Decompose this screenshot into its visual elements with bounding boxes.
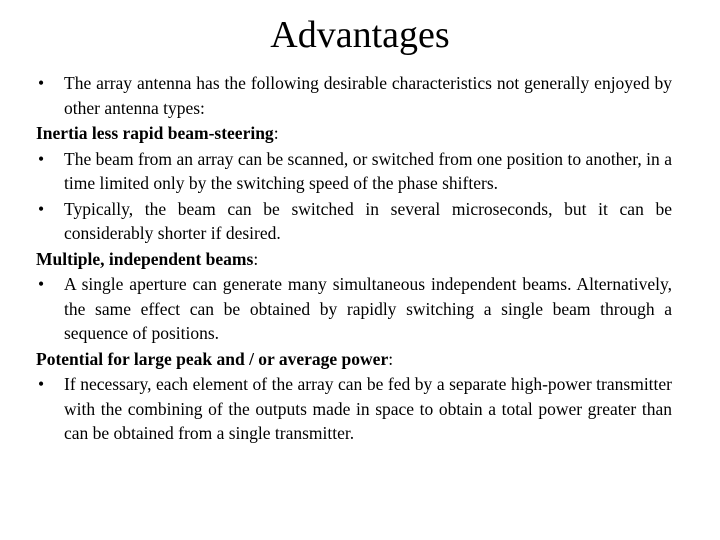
slide-body — [36, 70, 672, 447]
bullet-icon: • — [38, 198, 45, 219]
bullet-icon: • — [38, 274, 45, 294]
bullet-text: Typically, the beam can be switched in several microseconds, but it can be considerably shorter if desired. — [64, 198, 672, 243]
section-heading: Multiple, independent beams: — [36, 248, 259, 269]
section-heading-text: Potential for large peak and / or average power — [36, 348, 389, 369]
bullet-text: A single aperture can generate many simultaneous independent beams. Alternatively, the same effect can be obtained by rapidly switching a single beam through a sequence of positions. — [64, 274, 672, 343]
list-item — [36, 372, 672, 446]
bullet-icon: • — [38, 148, 45, 169]
list-item — [36, 147, 672, 196]
list-item — [36, 197, 672, 246]
bullet-icon: • — [38, 374, 45, 394]
list-item — [36, 272, 672, 346]
slide-title: Advantages — [270, 14, 450, 56]
bullet-text: The beam from an array can be scanned, or switched from one position to another, in a time limited only by the switching speed of the phase shifters. — [64, 148, 672, 193]
bullet-text: If necessary, each element of the array can be fed by a separate high-power transmitter with the combining of the outputs made in space to obtain a total power greater than can be obtained from a single transmitter. — [64, 374, 672, 443]
bullet-text: The array antenna has the following desirable characteristics not generally enjoyed by other antenna types: — [64, 73, 672, 118]
intro-bullet — [36, 71, 672, 120]
bullet-icon: • — [38, 73, 45, 93]
section-heading-text: Inertia less rapid beam-steering — [36, 123, 274, 143]
section-heading: Inertia less rapid beam-steering: — [36, 123, 279, 143]
section-heading-text: Multiple, independent beams — [36, 248, 254, 269]
section-heading: Potential for large peak and / or average power: — [36, 348, 394, 369]
